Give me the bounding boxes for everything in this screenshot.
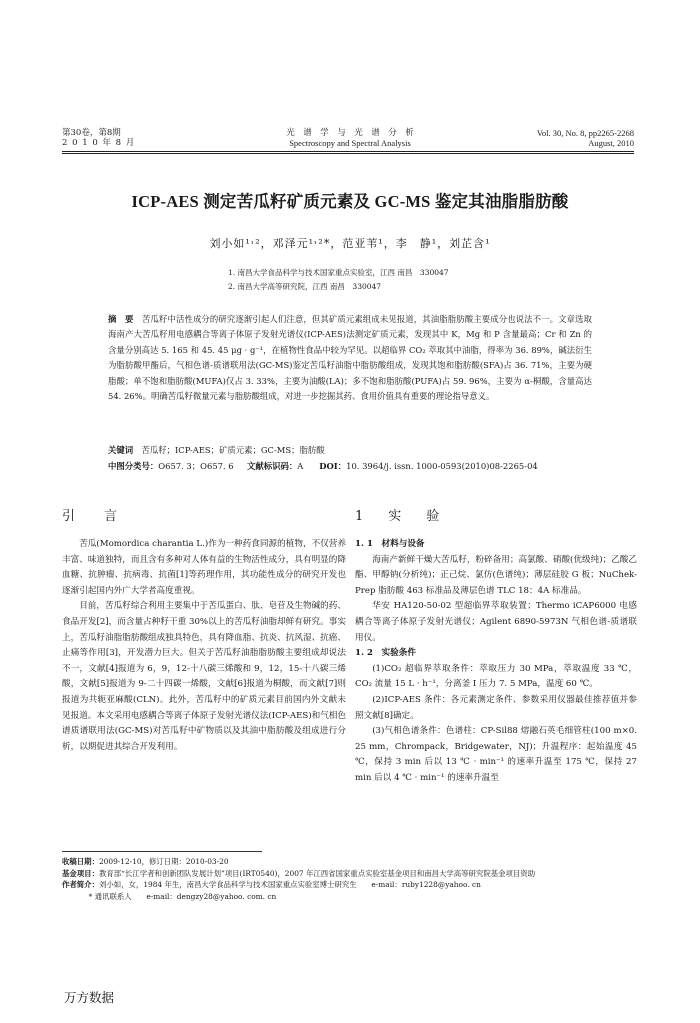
classification-line (108, 460, 592, 472)
experiment-paragraph: (3)气相色谱条件：色谱柱：CP-Sil88 熔融石英毛细管柱(100 m×0. 25 mm，Chrompack，Bridgewater，NJ)；升温程序：起始温度 45 ℃，保持 3 min 后以 13 ℃ · min⁻¹ 的速率升温至 175 ℃，保持 27 min 后以 4 ℃ · min⁻¹ 的速率升温至 (355, 726, 637, 783)
received-label: 收稿日期： (62, 857, 99, 866)
paper-title: ICP-AES 测定苦瓜籽矿质元素及 GC-MS 鉴定其油脂脂肪酸 (131, 192, 569, 211)
author-bio (62, 879, 634, 891)
subsection-heading: 1. 2 实验条件 (355, 648, 416, 659)
date-cn: 2 0 1 0 年 8 月 (62, 138, 136, 148)
doi: 10. 3964/j. issn. 1000-0593(2010)08-2265-04 (346, 461, 538, 471)
keywords-text: 苦瓜籽；ICP-AES；矿质元素；GC-MS；脂肪酸 (141, 445, 325, 455)
abstract (108, 312, 592, 404)
affiliation-2: 2. 南昌大学高等研究院，江西 南昌 330047 (228, 282, 382, 291)
experiment-paragraph: (2)ICP-AES 条件：各元素测定条件、参数采用仪器最佳推荐值并参照文献[8]确定。 (355, 694, 637, 721)
footnotes (62, 856, 634, 902)
date-en: August, 2010 (588, 138, 634, 148)
fund-label: 基金项目： (62, 868, 99, 878)
corresponding-author: * 通讯联系人 e-mail：dengzy28@yahoo. com. cn (88, 891, 277, 901)
header-rule-2 (62, 153, 634, 154)
experiment-paragraph: (1)CO₂ 超临界萃取条件：萃取压力 30 MPa，萃取温度 33 ℃，CO₂ 流量 15 L · h⁻¹，分离釜 I 压力 7. 5 MPa，温度 60 ℃。 (355, 663, 637, 690)
experiment-paragraph: 海南产新鲜干燥大苦瓜籽，粉碎备用；高氯酸、硝酸(优级纯)；乙酸乙酯、甲醇钠(分析纯)；正己烷、氯仿(色谱纯)；薄层硅胶 G 板；NuChek-Prep 脂肪酸 463 标准品及薄层色谱 TLC 18：4A 标准品。 (355, 554, 637, 596)
journal-title-cn: 光 谱 学 与 光 谱 分 析 (286, 128, 414, 138)
experiment-body (355, 537, 637, 787)
fund-info (62, 868, 634, 880)
header-rule (62, 151, 634, 152)
abstract-text: 苦瓜籽中活性成分的研究逐渐引起人们注意，但其矿质元素组成未见报道，其油脂脂肪酸主要成分也说法不一。文章选取海南产大苦瓜籽用电感耦合等离子体原子发射光谱仪(ICP-AES)法测定矿质元素，发现其中 K，Mg 和 P 含量最高；Cr 和 Zn 的含量分别高达 5. 165 和 45. 45 μg · g⁻¹，在植物性食品中较为罕见。以超临界 CO₂ 萃取其中油脂，得率为 36. 89%，碱法衍生为脂肪酸甲酯后，气相色谱-质谱联用法(GC-MS)鉴定苦瓜籽油脂中脂肪酸组成，发现其饱和脂肪酸(SFA)占 36. 71%，主要为硬脂酸；单不饱和脂肪酸(MUFA)仅占 3. 33%，主要为油酸(LA)；多不饱和脂肪酸(PUFA)占 59. 96%，主要为 α-桐酸，含量高达 54. 26%。明确苦瓜籽微量元素与脂肪酸组成，对进一步挖掘其药、食用价值具有重要的理论指导意义。 (108, 314, 593, 402)
journal-title-en: Spectroscopy and Spectral Analysis (289, 138, 411, 148)
intro-paragraph: 目前，苦瓜籽综合利用主要集中于苦瓜蛋白、肽、皂苷及生物碱的药、食品开发[2]，而含量占种籽干重 30%以上的苦瓜籽油脂却鲜有研究。事实上，苦瓜籽油脂脂肪酸组成独具特色，具有降血脂、抗炎、抗风湿、抗癌、止痛等作用[3]，开发潜力巨大。但关于苦瓜籽油脂脂肪酸主要组成却说法不一，文献[4]报道为 6，9，12-十八碳三烯酸和 9，12，15-十八碳三烯酸，文献[5]报道为 9-二十四碳一烯酸，文献[6]报道为桐酸，而文献[7]则报道为共轭亚麻酸(CLN)。此外，苦瓜籽中的矿质元素目前国内外文献未见报道。本文采用电感耦合等离子体原子发射光谱仪法(ICP-AES)和气相色谱质谱联用法(GC-MS)对苦瓜籽中矿物质以及其油中脂肪酸及组成进行分析，以期促进其综合开发利用。 (62, 601, 346, 752)
author-list: 刘小如¹˒²，邓泽元¹˒²*，范亚苇¹，李 静¹，刘芷含¹ (209, 237, 491, 250)
subsection-heading: 1. 1 材料与设备 (355, 539, 425, 549)
affiliation-1: 1. 南昌大学食品科学与技术国家重点实验室，江西 南昌 330047 (228, 268, 449, 277)
author-bio-label: 作者简介： (62, 880, 99, 889)
intro-heading: 引 言 (62, 509, 126, 524)
volume-issue-cn: 第30卷，第8期 (62, 128, 121, 138)
doc-code: A (297, 461, 304, 471)
abstract-label: 摘 要 (108, 314, 134, 324)
received-text: 2009-12-10，修订日期：2010-03-20 (98, 857, 229, 866)
experiment-paragraph: 华安 HA120-50-02 型超临界萃取装置；Thermo iCAP6000 电感耦合等离子体原子发射光谱仪；Agilent 6890-5973N 气相色谱-质谱联用仪。 (355, 601, 637, 643)
volume-issue-en: Vol. 30, No. 8, pp2265-2268 (536, 128, 634, 138)
fund-text: 教育部“长江学者和创新团队发展计划”项目(IRT0540)，2007 年江西省国家重点实验室基金项目和南昌大学高等研究院基金项目资助 (98, 868, 536, 878)
intro-body (62, 537, 346, 755)
clc-number: O657. 3；O657. 6 (158, 461, 234, 471)
received-date (62, 856, 634, 868)
experiment-heading: 1 实 验 (355, 509, 446, 524)
intro-paragraph: 苦瓜(Momordica charantia L.)作为一种药食同源的植物，不仅营养丰富、味道独特，而且含有多种对人体有益的生物活性成分，具有明显的降血糖、抗肿瘤、抗病毒、抗菌[1]等药理作用，其功能性成分的研究开发也逐渐引起国内外广大学者高度重视。 (62, 539, 346, 596)
clc-label: 中图分类号： (108, 461, 159, 471)
footnote-rule (62, 851, 262, 852)
author-bio-text: 刘小如，女，1984 年生，南昌大学食品科学与技术国家重点实验室博士研究生 e-mail：ruby1228@yahoo. cn (98, 880, 481, 889)
keywords-label: 关键词 (108, 445, 134, 455)
doc-code-label: 文献标识码： (246, 461, 298, 471)
keywords (108, 444, 592, 456)
watermark-text: 万方数据 (64, 990, 115, 1005)
doi-label: DOI： (319, 461, 347, 471)
